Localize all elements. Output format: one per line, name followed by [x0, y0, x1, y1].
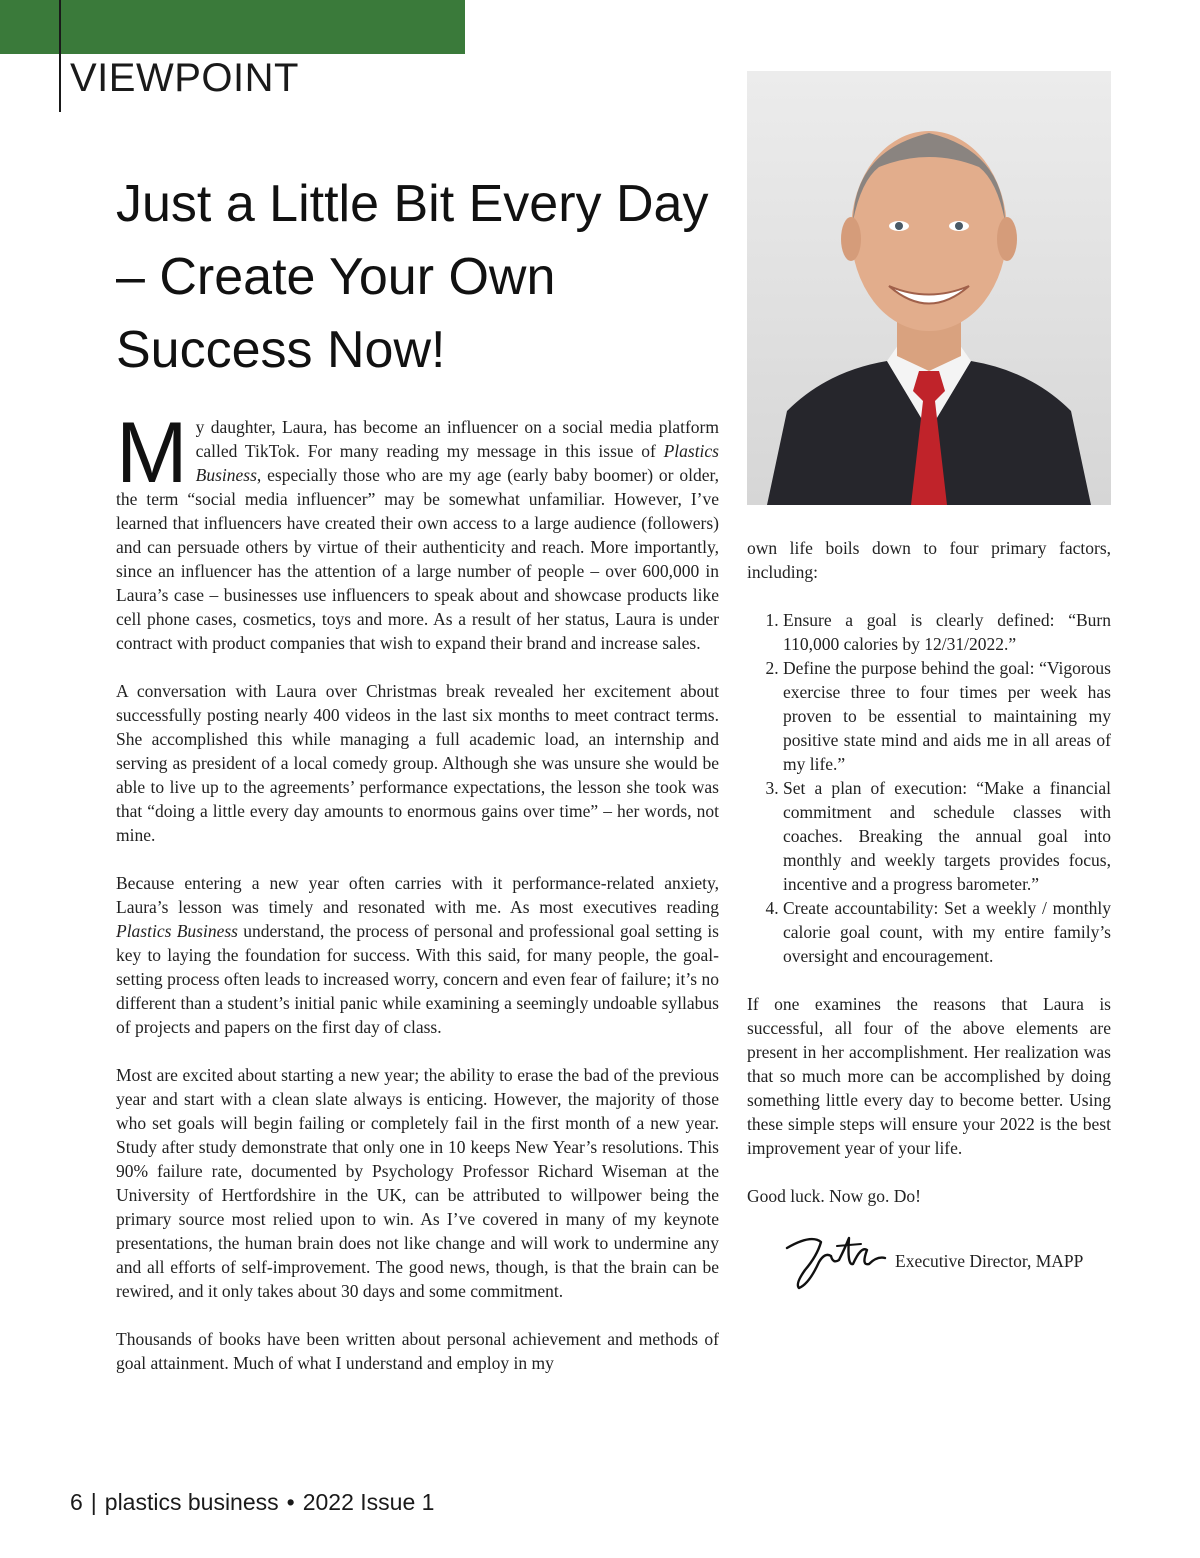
- drop-cap: M: [116, 405, 188, 501]
- paragraph-books-left: Thousands of books have been written about personal achievement and methods of goal attainment. Much of what I understand and employ in my: [116, 1329, 719, 1373]
- article-column-left: [116, 405, 719, 1399]
- page-number: 6: [70, 1489, 83, 1515]
- intro-text-rest: , especially those who are my age (early baby boomer) or older, the term “social media influencer” may be somewhat unfamiliar. However, I’ve learned that influencers have created their own access to a large audience (followers) and can persuade others by virtue of their authenticity and reach. More importantly, since an influencer has the attention of a large number of people – over 600,000 in Laura’s case – businesses use influencers to speak about and showcase products like cell phone cases, cosmetics, toys and more. As a result of her status, Laura is under contract with product companies that wish to expand their brand and increase sales.: [116, 465, 719, 653]
- footer-bullet: •: [286, 1489, 295, 1515]
- anxiety-text: Because entering a new year often carries with it performance-related anxiety, Laura’s lesson was timely and resonated with me. As most executives reading: [116, 873, 719, 917]
- list-item: 1. Ensure a goal is clearly defined: “Burn 110,000 calories by 12/31/2022.”: [783, 608, 1111, 656]
- section-rule: [59, 0, 61, 112]
- goal-steps-list: [747, 608, 1111, 968]
- list-item: 4. Create accountability: Set a weekly / monthly calorie goal count, with my entire family’s oversight and encouragement.: [783, 896, 1111, 968]
- paragraph-anxiety: [116, 871, 719, 1039]
- header-accent-bar: [0, 0, 465, 54]
- issue-label: 2022 Issue 1: [302, 1489, 435, 1515]
- article-column-right: [747, 536, 1111, 1296]
- article-title: Just a Little Bit Every Day – Create Your Own Success Now!: [116, 175, 709, 379]
- publication-title: plastics business: [104, 1489, 279, 1515]
- paragraph-conclusion: If one examines the reasons that Laura is successful, all four of the above elements are present in her accomplishment. Her realization was that so much more can be accomplished by doing something little every day to become better. Using these simple steps will ensure your 2022 is the best improvement year of your life.: [747, 994, 1111, 1158]
- footer-divider: |: [90, 1489, 97, 1515]
- list-item: 3. Set a plan of execution: “Make a financial commitment and schedule classes with coaches. Breaking the annual goal into monthly and weekly targets provides focus, incentive and a progress barometer.”: [783, 776, 1111, 896]
- publication-name: Plastics Business: [195, 441, 719, 485]
- paragraph-books: [116, 1327, 719, 1375]
- signature-block: [747, 1226, 1111, 1296]
- paragraph-intro: [116, 405, 719, 655]
- section-label: VIEWPOINT: [70, 56, 299, 100]
- author-portrait-illustration: [747, 71, 1111, 505]
- list-item: 2. Define the purpose behind the goal: “Vigorous exercise three to four times per week has proven to be essential to maintaining my positive state mind and aids me in all areas of my life.”: [783, 656, 1111, 776]
- anxiety-text-rest: understand, the process of personal and professional goal setting is key to laying the foundation for success. With this said, for many people, the goal-setting process often leads to increased worry, concern and even fear of failure; it’s no different than a student’s initial panic while examining a seemingly undoable syllabus of projects and papers on the first day of class.: [116, 921, 719, 1037]
- publication-name: Plastics Business: [116, 921, 238, 941]
- author-photo: [747, 71, 1111, 505]
- intro-text: y daughter, Laura, has become an influencer on a social media platform called TikTok. For many reading my message in this issue of: [195, 417, 719, 461]
- paragraph-new-year: Most are excited about starting a new year; the ability to erase the bad of the previous year and start with a clean slate always is enticing. However, the majority of those who set goals will begin failing or completely fail in the first month of a new year. Study after study demonstrate that only one in 10 keeps New Year’s resolutions. This 90% failure rate, documented by Psychology Professor Richard Wiseman at the University of Hertfordshire in the UK, can be attributed to willpower being the primary source most relied upon to win. As I’ve covered in many of my keynote presentations, the human brain does not like change and will work to undermine any and all efforts of self-improvement. The good news, though, is that the brain can be rewired, and it only takes about 30 days and some commitment.: [116, 1065, 719, 1301]
- paragraph-books-continued: own life boils down to four primary factors, including:: [747, 538, 1111, 582]
- signature-title: Executive Director, MAPP: [895, 1250, 1084, 1271]
- closing-line: Good luck. Now go. Do!: [747, 1186, 922, 1206]
- paragraph-conversation: A conversation with Laura over Christmas break revealed her excitement about successfully posting nearly 400 videos in the last six months to meet contract terms. She accomplished this while managing a full academic load, an internship and serving as president of a local comedy group. Although she was unsure she would be able to live up to the agreements’ performance expectations, the lesson she took was that “doing a little every day amounts to enormous gains over time” – her words, not mine.: [116, 681, 719, 845]
- signature-icon: [781, 1226, 891, 1296]
- page-footer: [70, 1489, 434, 1516]
